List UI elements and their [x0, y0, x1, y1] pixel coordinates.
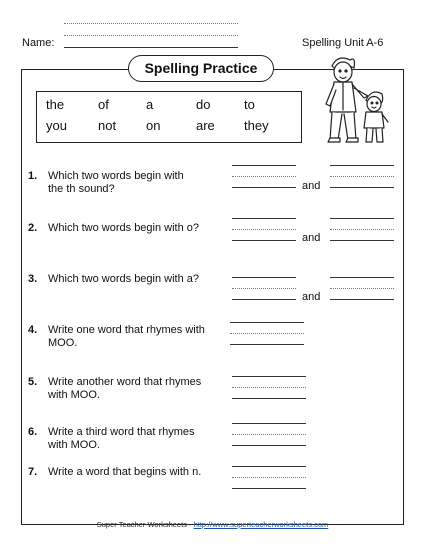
answer-line[interactable] [232, 165, 296, 166]
answer-line[interactable] [230, 344, 304, 345]
word-not: not [98, 118, 117, 133]
word-do: do [196, 97, 211, 112]
question-text-line2: with MOO. [48, 389, 100, 401]
question-text: Which two words begin with [48, 170, 184, 182]
question-number: 1. [28, 170, 38, 182]
answer-line[interactable] [232, 187, 296, 188]
answer-line[interactable] [232, 398, 306, 399]
answer-guide [232, 176, 296, 177]
footer-link[interactable]: http://www.superteacherworksheets.com [193, 520, 329, 529]
answer-line[interactable] [232, 218, 296, 219]
answer-guide [330, 229, 394, 230]
question-text: Write a third word that rhymes [48, 426, 195, 438]
question-number: 6. [28, 426, 38, 438]
word-are: are [196, 118, 215, 133]
footer [0, 520, 425, 529]
answer-line[interactable] [232, 240, 296, 241]
answer-line[interactable] [330, 299, 394, 300]
answer-guide [330, 176, 394, 177]
unit-label: Spelling Unit A-6 [302, 37, 384, 49]
answer-line[interactable] [232, 445, 306, 446]
answer-line[interactable] [232, 488, 306, 489]
question-number: 2. [28, 222, 38, 234]
question-number: 5. [28, 376, 38, 388]
answer-guide [230, 333, 304, 334]
father-and-child-illustration [316, 52, 400, 148]
question-number: 3. [28, 273, 38, 285]
answer-line[interactable] [232, 423, 306, 424]
word-the: the [46, 97, 65, 112]
and-label: and [302, 180, 321, 192]
question-text-line2: the th sound? [48, 183, 115, 195]
and-label: and [302, 232, 321, 244]
answer-guide [232, 387, 306, 388]
answer-guide [232, 434, 306, 435]
word-on: on [146, 118, 161, 133]
question-text: Write another word that rhymes [48, 376, 202, 388]
answer-guide [330, 288, 394, 289]
question-number: 7. [28, 466, 38, 478]
word-to: to [244, 97, 255, 112]
answer-line[interactable] [330, 218, 394, 219]
answer-line[interactable] [230, 322, 304, 323]
answer-line[interactable] [232, 466, 306, 467]
question-text: Write one word that rhymes with [48, 324, 205, 336]
name-line-top [64, 23, 238, 24]
word-you: you [46, 118, 67, 133]
answer-line[interactable] [232, 299, 296, 300]
footer-text: Super Teacher Worksheets - [96, 520, 194, 529]
word-box [36, 91, 302, 143]
question-number: 4. [28, 324, 38, 336]
question-text: Write a word that begins with n. [48, 466, 202, 478]
answer-line[interactable] [330, 165, 394, 166]
question-text-line2: with MOO. [48, 439, 100, 451]
question-text-line2: MOO. [48, 337, 78, 349]
answer-guide [232, 477, 306, 478]
answer-line[interactable] [232, 376, 306, 377]
page-title: Spelling Practice [128, 55, 274, 82]
name-field[interactable] [64, 47, 238, 48]
question-text: Which two words begin with a? [48, 273, 200, 285]
word-a: a [146, 97, 154, 112]
name-line-mid [64, 35, 238, 36]
answer-line[interactable] [330, 277, 394, 278]
answer-guide [232, 229, 296, 230]
word-they: they [244, 118, 269, 133]
question-text: Which two words begin with o? [48, 222, 200, 234]
word-of: of [98, 97, 109, 112]
answer-line[interactable] [330, 187, 394, 188]
answer-guide [232, 288, 296, 289]
answer-line[interactable] [232, 277, 296, 278]
name-label: Name: [22, 37, 55, 49]
answer-line[interactable] [330, 240, 394, 241]
and-label: and [302, 291, 321, 303]
